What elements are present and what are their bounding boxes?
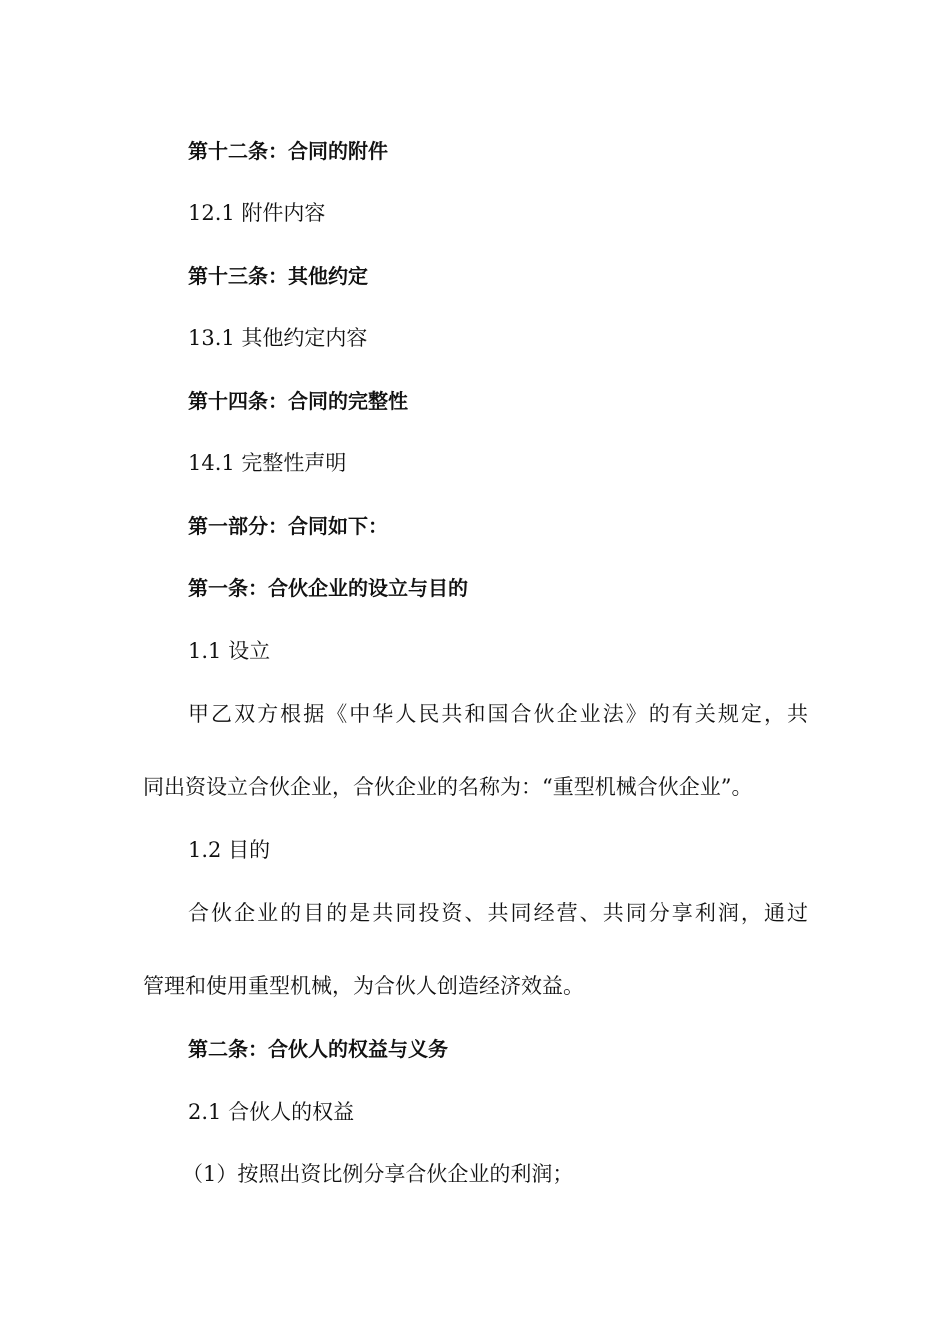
clause-13-1: 13.1 其他约定内容 xyxy=(188,326,368,350)
clause-1-1: 1.1 设立 xyxy=(188,639,271,663)
article-2-heading: 第二条：合伙人的权益与义务 xyxy=(188,1037,448,1061)
clause-12-1: 12.1 附件内容 xyxy=(188,201,326,225)
paragraph-1-line-2: 同出资设立合伙企业，合伙企业的名称为：“重型机械合伙企业”。 xyxy=(143,775,753,799)
part-1-heading: 第一部分：合同如下： xyxy=(188,514,388,538)
article-13-heading: 第十三条：其他约定 xyxy=(188,264,368,288)
clause-14-1: 14.1 完整性声明 xyxy=(188,451,347,475)
clause-2-1: 2.1 合伙人的权益 xyxy=(188,1100,355,1124)
paragraph-2-line-1: 合伙企业的目的是共同投资、共同经营、共同分享利润，通过 xyxy=(188,901,808,925)
clause-1-2: 1.2 目的 xyxy=(188,838,271,862)
article-14-heading: 第十四条：合同的完整性 xyxy=(188,389,408,413)
article-1-heading: 第一条：合伙企业的设立与目的 xyxy=(188,576,468,600)
paragraph-1-line-1: 甲乙双方根据《中华人民共和国合伙企业法》的有关规定，共 xyxy=(188,702,808,726)
article-12-heading: 第十二条：合同的附件 xyxy=(188,139,388,163)
list-item-1: （1）按照出资比例分享合伙企业的利润； xyxy=(182,1162,574,1186)
paragraph-2-line-2: 管理和使用重型机械，为合伙人创造经济效益。 xyxy=(143,974,584,998)
